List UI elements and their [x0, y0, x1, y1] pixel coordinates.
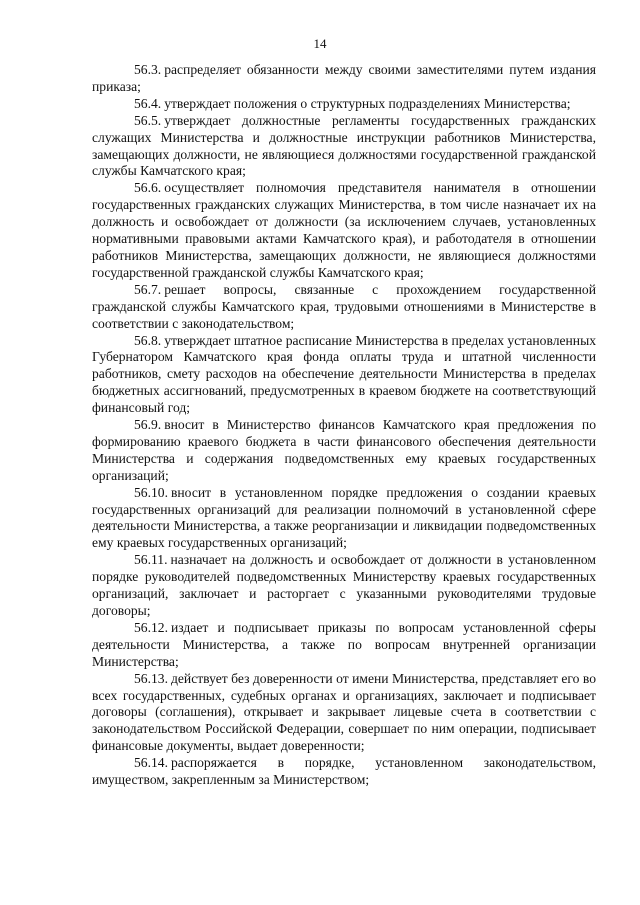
paragraph-number: 56.13.: [134, 670, 168, 686]
paragraph-56-6: [92, 180, 596, 281]
paragraph-56-7: [92, 282, 596, 333]
paragraph-number: 56.4.: [134, 95, 162, 111]
paragraph-56-4: [92, 96, 596, 113]
paragraph-number: 56.8.: [134, 332, 162, 348]
paragraph-number: 56.11.: [134, 552, 168, 568]
paragraph-text: распределяет обязанности между своими заместителями путем издания приказа;: [92, 62, 596, 94]
paragraph-56-11: [92, 552, 596, 620]
paragraph-number: 56.14.: [134, 755, 168, 771]
paragraph-text: назначает на должность и освобождает от должности в установленном порядке руководителей подведомственных Министерству краевых государственных организаций, заключает и расторгает с указанными руководителями трудовые договоры;: [92, 552, 596, 618]
paragraph-text: вносит в Министерство финансов Камчатского края предложения по формированию краевого бюджета в части финансового обеспечения деятельности Министерства и содержания подведомственных ему краевых государственных организаций;: [92, 417, 596, 483]
paragraph-56-12: [92, 620, 596, 671]
paragraph-text: утверждает штатное расписание Министерства в пределах установленных Губернатором Камчатского края фонда оплаты труда и штатной численности работников, смету расходов на обеспечение деятельности Министерства в пределах бюджетных ассигнований, предусмотренных в краевом бюджете на соответствующий финансовый год;: [92, 332, 596, 416]
paragraph-56-13: [92, 671, 596, 756]
paragraph-number: 56.6.: [134, 180, 162, 196]
document-body: [92, 62, 596, 789]
paragraph-text: издает и подписывает приказы по вопросам установленной сферы деятельности Министерства, а также по вопросам внутренней организации Министерства;: [92, 619, 596, 669]
paragraph-number: 56.3.: [134, 62, 162, 77]
paragraph-56-8: [92, 333, 596, 418]
paragraph-number: 56.12.: [134, 619, 168, 635]
paragraph-text: утверждает положения о структурных подразделениях Министерства;: [164, 95, 571, 111]
paragraph-56-3: [92, 62, 596, 96]
paragraph-text: утверждает должностные регламенты государственных гражданских служащих Министерства и должностные инструкции работников Министерства, замещающих должности, не являющиеся должностями государственной гражданской службы Камчатского края;: [92, 112, 596, 179]
paragraph-56-9: [92, 417, 596, 485]
paragraph-number: 56.5.: [134, 112, 162, 128]
paragraph-number: 56.7.: [134, 281, 162, 297]
paragraph-text: распоряжается в порядке, установленном законодательством, имуществом, закрепленным за Министерством;: [92, 755, 596, 788]
paragraph-text: вносит в установленном порядке предложения о создании краевых государственных организаций для реализации полномочий в установленной сфере деятельности Министерства, а также реорганизации и ликвидации подведомственных ему краевых государственных организаций;: [92, 484, 596, 551]
paragraph-text: действует без доверенности от имени Министерства, представляет его во всех государственных, судебных органах и организациях, заключает и подписывает договоры (соглашения), открывает и закрывает лицевые счета в соответствии с законодательством Российской Федерации, совершает по ним операции, подписывает финансовые документы, выдает доверенности;: [92, 670, 596, 754]
paragraph-text: решает вопросы, связанные с прохождением государственной гражданской службы Камчатского края, трудовыми отношениями в Министерстве в соответствии с законодательством;: [92, 281, 596, 331]
paragraph-text: осуществляет полномочия представителя нанимателя в отношении государственных гражданских служащих Министерства, в том числе назначает их на должность и освобождает от должности (за исключением случаев, установленных нормативными правовыми актами Камчатского края), и работодателя в отношении работников Министерства, замещающих должности, не являющиеся должностями государственной гражданской службы Камчатского края;: [92, 180, 596, 280]
paragraph-56-5: [92, 113, 596, 181]
paragraph-number: 56.9.: [134, 417, 162, 433]
page-number: 14: [313, 36, 327, 51]
paragraph-56-14: [92, 755, 596, 789]
paragraph-56-10: [92, 485, 596, 553]
paragraph-number: 56.10.: [134, 484, 168, 500]
